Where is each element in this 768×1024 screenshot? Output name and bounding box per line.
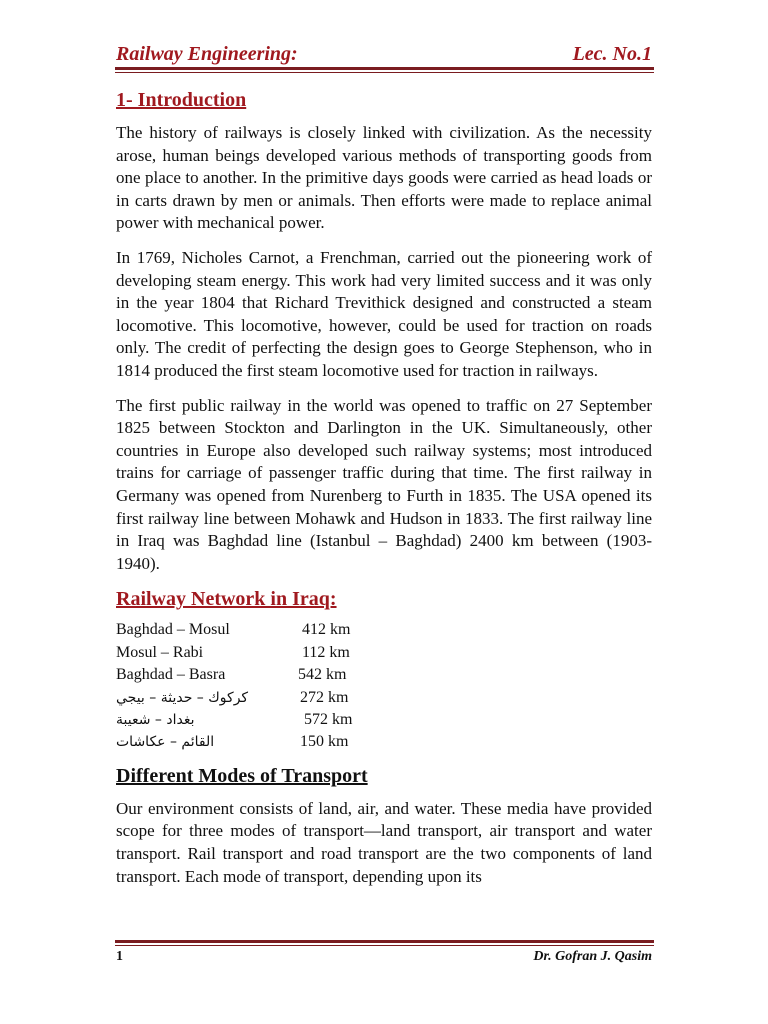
modes-paragraph: Our environment consists of land, air, and water. These media have provided scope for three modes of transport—land transport, air transport and water transport. Rail transport and road transport are the two components of land transport. Each mode of transport, depending upon its [116,798,652,886]
section-heading-network: Railway Network in Iraq: [116,588,337,611]
header-rule-thin [115,72,654,73]
course-title: Railway Engineering: [116,43,298,65]
route-distance: 150 km [300,733,349,751]
page-number: 1 [116,949,123,964]
route-distance: 112 km [302,643,350,661]
page-footer [116,949,652,965]
footer-rule-thick [115,940,654,943]
route-distance: 272 km [300,688,349,706]
route-name-arabic: بغداد – شعيبة [116,711,195,728]
table-row [116,664,352,686]
intro-paragraph-1: The history of railways is closely linked with civilization. As the necessity arose, human beings developed various methods of transporting goods from one place to another. In the primitive days goods were carried as head loads or in carts drawn by men or animals. Then efforts were made to replace animal power with mechanical power. [116,123,652,233]
route-name-arabic: كركوك – حديثة – بيجي [116,689,249,706]
route-name: Mosul – Rabi [116,643,204,661]
table-row [116,731,352,753]
section-heading-modes: Different Modes of Transport [116,764,368,787]
intro-paragraph-3: The first public railway in the world was opened to traffic on 27 September 1825 between Stockton and Darlington in the UK. Simultaneously, other countries in Europe also developed such railway systems; most introduced trains for carriage of passenger traffic during that time. The first railway in Germany was opened from Nurenberg to Furth in 1835. The USA opened its first railway line between Mohawk and Hudson in 1833. The first railway line in Iraq was Baghdad line (Istanbul – Baghdad) 2400 km between (1903-1940). [116,395,652,573]
lecture-number: Lec. No.1 [572,43,652,65]
intro-paragraph-2: In 1769, Nicholes Carnot, a Frenchman, carried out the pioneering work of developing steam energy. This work had very limited success and it was only in the year 1804 that Richard Trevithick designed and constructed a steam locomotive. This locomotive, however, could be used for traction on roads only. The credit of perfecting the design goes to George Stephenson, who in 1814 produced the first steam locomotive used for traction in railways. [116,247,652,380]
page-content [116,88,652,900]
table-row [116,709,352,731]
page-header [116,43,652,66]
table-row [116,619,352,641]
route-name: Baghdad – Basra [116,666,226,684]
route-distance: 572 km [304,710,353,728]
table-row [116,642,352,664]
route-name-arabic: القائم – عكاشات [116,734,215,751]
header-rule-thick [115,67,654,70]
railway-network-table [116,619,352,753]
route-distance: 412 km [302,621,351,639]
table-row [116,687,352,709]
author-name: Dr. Gofran J. Qasim [533,949,652,964]
footer-rule-thin [115,945,654,946]
section-heading-introduction: 1- Introduction [116,89,247,111]
route-name: Baghdad – Mosul [116,621,230,639]
route-distance: 542 km [298,666,347,684]
